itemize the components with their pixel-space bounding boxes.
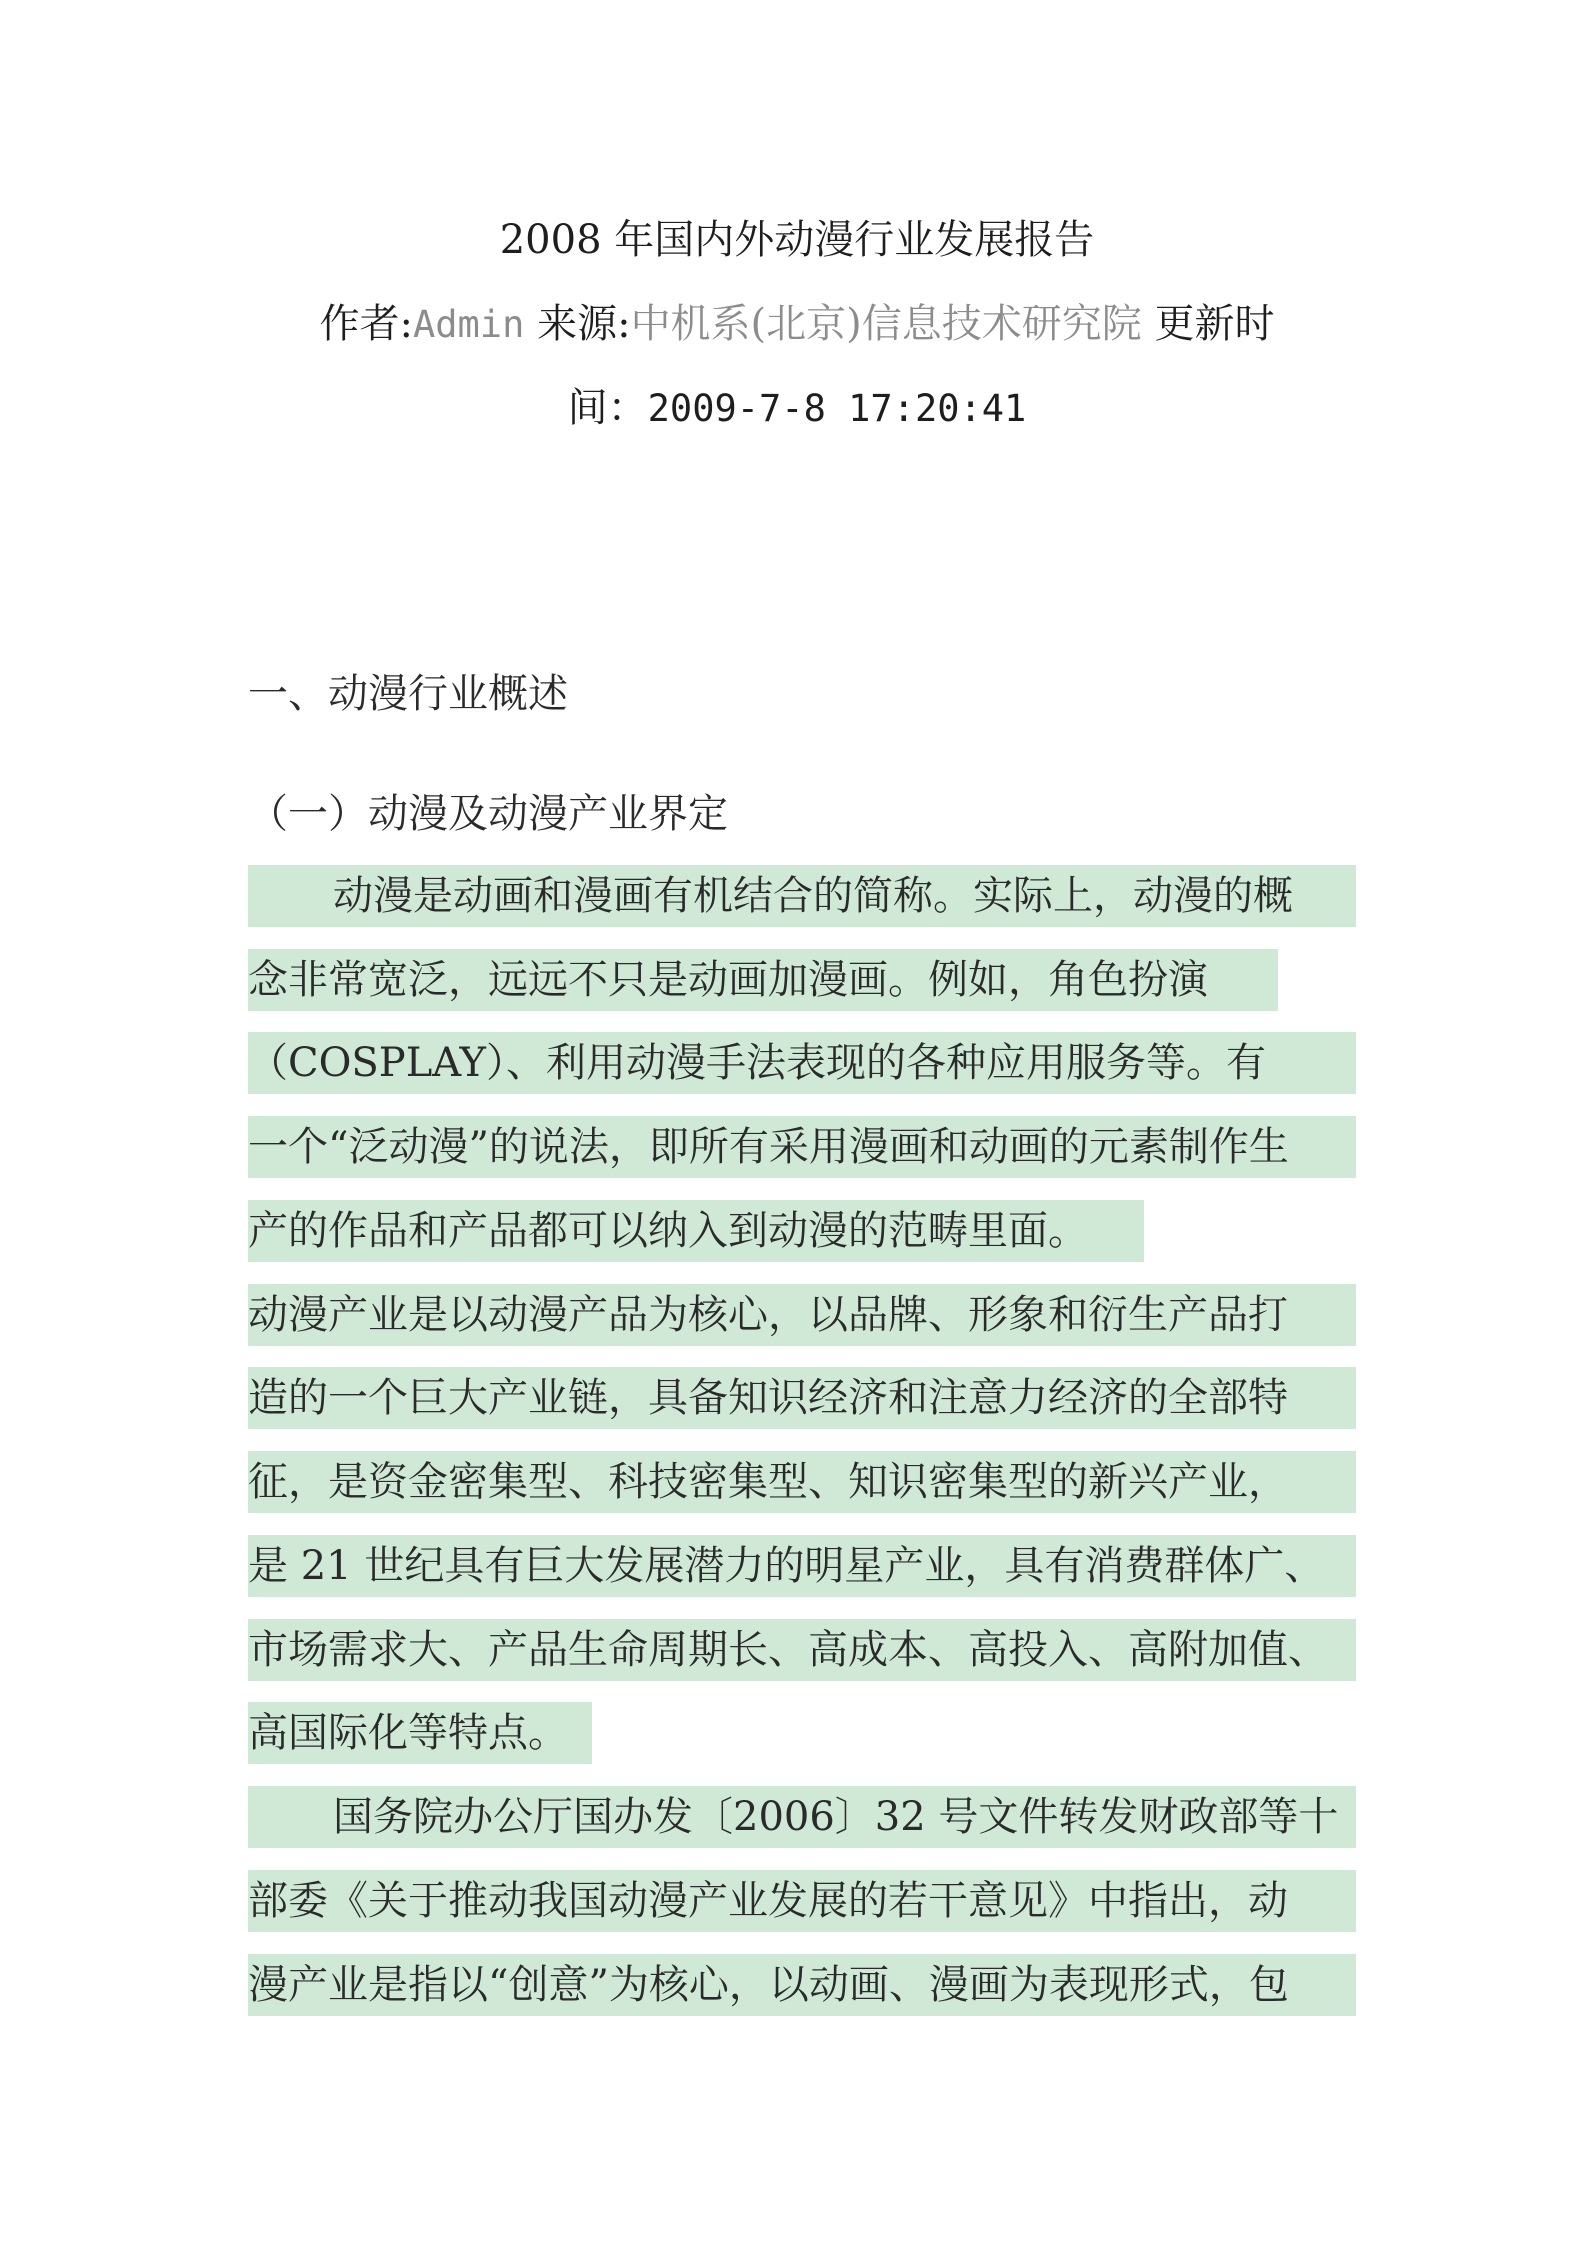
paragraph-line: 念非常宽泛，远远不只是动画加漫画。例如，角色扮演 [248,949,1278,1011]
updated-label: 更新时 [1154,301,1275,347]
paragraph-line: 动漫产业是以动漫产品为核心，以品牌、形象和衍生产品打 [248,1284,1356,1346]
paragraph-line: 高国际化等特点。 [248,1702,592,1764]
source-label: 来源: [537,301,631,347]
paragraph-line: 产的作品和产品都可以纳入到动漫的范畴里面。 [248,1200,1144,1262]
paragraph-line: 部委《关于推动我国动漫产业发展的若干意见》中指出，动 [248,1870,1356,1932]
paragraph-line: （COSPLAY）、利用动漫手法表现的各种应用服务等。有 [248,1032,1356,1094]
paragraph-line: 是 21 世纪具有巨大发展潜力的明星产业，具有消费群体广、 [248,1535,1356,1597]
paragraph-line: 征，是资金密集型、科技密集型、知识密集型的新兴产业， [248,1451,1356,1513]
paragraph-line: 国务院办公厅国办发〔2006〕32 号文件转发财政部等十 [248,1786,1356,1848]
section-heading: 一、动漫行业概述 [248,671,568,717]
paragraph-line: 市场需求大、产品生命周期长、高成本、高投入、高附加值、 [248,1619,1356,1681]
subsection-heading: （一）动漫及动漫产业界定 [248,791,728,837]
author-label: 作者: [319,301,413,347]
paragraph-line: 一个“泛动漫”的说法，即所有采用漫画和动画的元素制作生 [248,1116,1356,1178]
meta-line [0,294,1594,355]
paragraph-line: 动漫是动画和漫画有机结合的简称。实际上，动漫的概 [248,865,1356,927]
updated-label-cont: 间： [567,385,648,431]
meta-line-2 [0,378,1594,439]
source-link[interactable]: 中机系(北京)信息技术研究院 [630,301,1142,347]
author-link[interactable]: Admin [412,303,525,346]
updated-timestamp: 2009-7-8 17:20:41 [647,387,1027,430]
document-title: 2008 年国内外动漫行业发展报告 [499,217,1095,263]
paragraph-line: 漫产业是指以“创意”为核心，以动画、漫画为表现形式，包 [248,1954,1356,2016]
paragraph-line: 造的一个巨大产业链，具备知识经济和注意力经济的全部特 [248,1367,1356,1429]
